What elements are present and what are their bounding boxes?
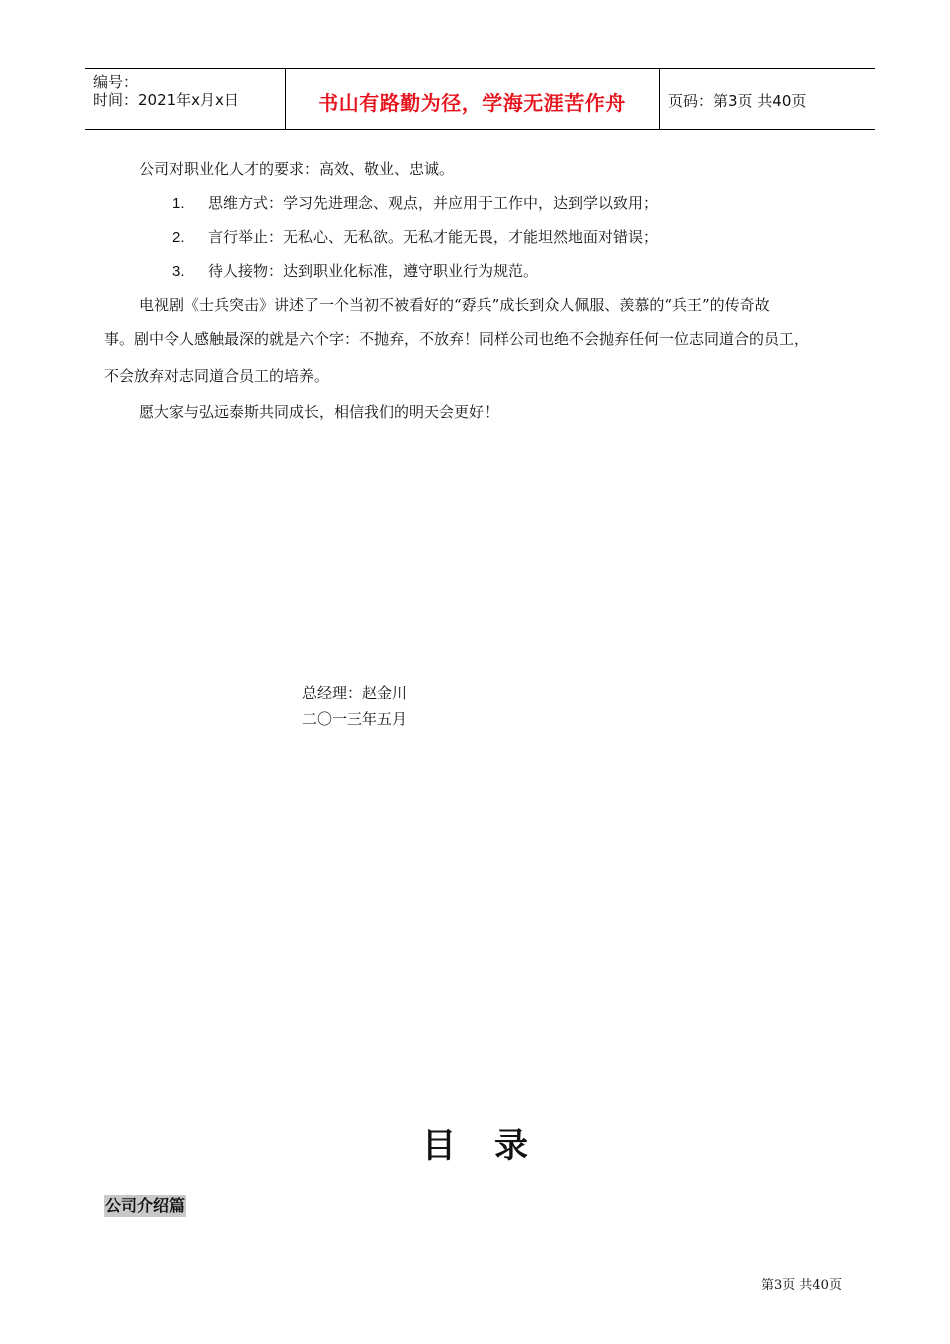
signature-date: 二〇一三年五月 [302, 710, 408, 728]
header-page-label: 页码：第3页 共40页 [668, 92, 807, 110]
story-paragraph-line-2: 事。剧中令人感触最深的就是六个字：不抛弃，不放弃！同样公司也绝不会抛弃任何一位志同道合的员工， [104, 330, 810, 348]
header-right-cell [660, 69, 875, 129]
toc-title: 目录 [422, 1126, 566, 1166]
list-item-text: 思维方式：学习先进理念、观点，并应用于工作中，达到学以致用； [208, 194, 659, 212]
story-paragraph-line-3: 不会放弃对志同道合员工的培养。 [104, 367, 330, 385]
header-middle-cell [285, 69, 660, 129]
signature-name: 总经理：赵金川 [302, 684, 408, 702]
closing-paragraph: 愿大家与弘远泰斯共同成长，相信我们的明天会更好！ [139, 403, 500, 421]
list-item [172, 261, 538, 282]
list-item-text: 言行举止：无私心、无私欲。无私才能无畏，才能坦然地面对错误； [208, 228, 659, 246]
document-number-label: 编号： [93, 73, 139, 91]
header-left-cell [85, 69, 286, 129]
header-table [85, 68, 875, 130]
header-motto: 书山有路勤为径，学海无涯苦作舟 [318, 91, 626, 115]
list-item-text: 待人接物：达到职业化标准，遵守职业行为规范。 [208, 262, 539, 280]
list-item [172, 193, 658, 214]
toc-section-heading: 公司介绍篇 [105, 1196, 186, 1215]
list-item [172, 227, 658, 248]
document-time-label: 时间：2021年x月x日 [93, 91, 239, 109]
list-item-number: 1. [172, 195, 185, 212]
story-paragraph-line-1: 电视剧《士兵突击》讲述了一个当初不被看好的“孬兵”成长到众人佩服、羡慕的“兵王”的传奇故 [139, 296, 770, 314]
intro-paragraph: 公司对职业化人才的要求：高效、敬业、忠诚。 [139, 160, 455, 178]
list-item-number: 3. [172, 263, 185, 280]
footer-page-number: 第3页 共40页 [761, 1278, 842, 1293]
list-item-number: 2. [172, 229, 185, 246]
